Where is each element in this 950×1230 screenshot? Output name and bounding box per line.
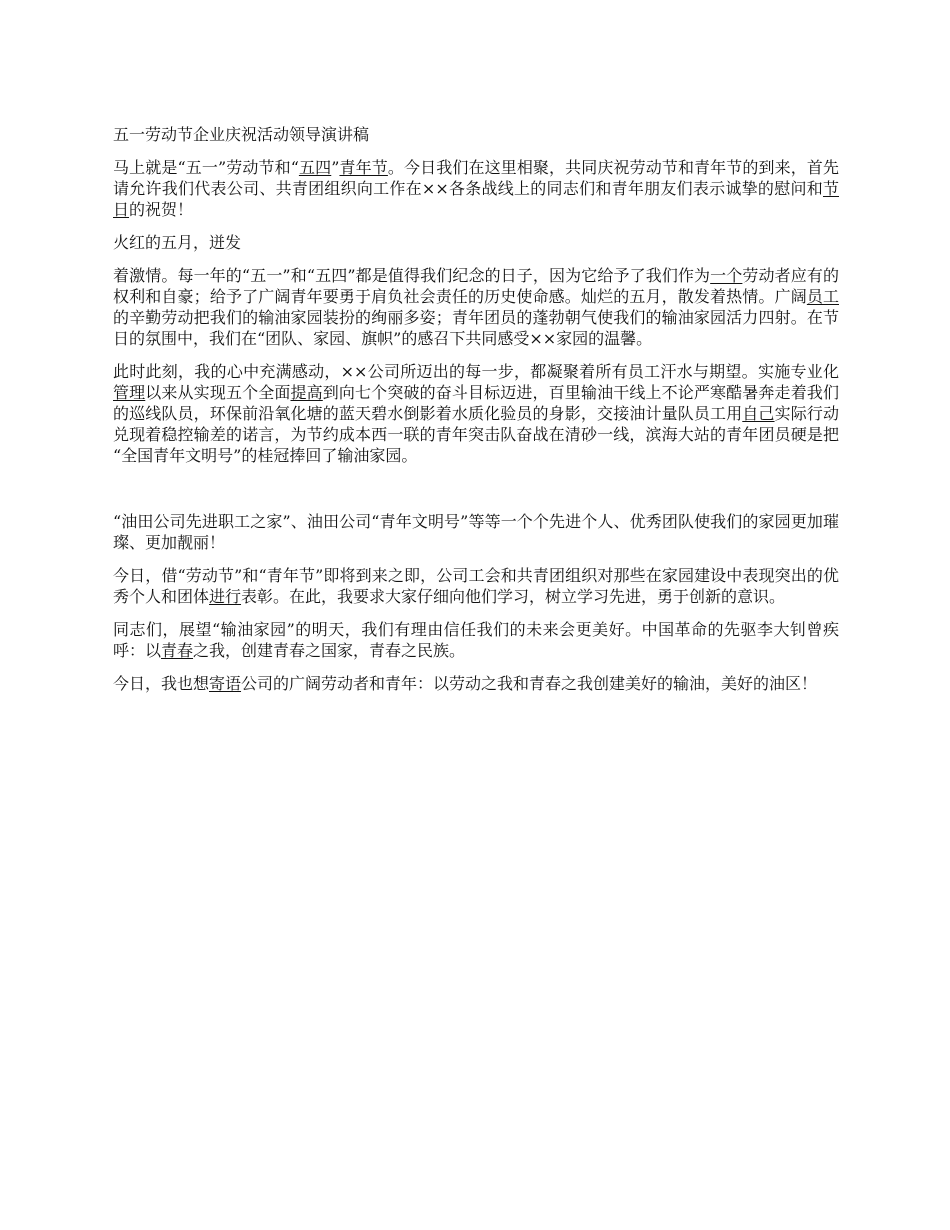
paragraph-closing xyxy=(113,673,839,694)
inline-link[interactable]: 自己 xyxy=(742,404,775,423)
paragraph-text: 同志们，展望“输油家园”的明天，我们有理由信任我们的未来会更美好。中国革命的先驱李大钊曾疾呼：以 xyxy=(113,620,839,660)
inline-link[interactable]: 员工 xyxy=(806,287,839,306)
paragraph-text: 的祝贺！ xyxy=(129,200,194,219)
paragraph-text: 马上就是“五一”劳动节和“ xyxy=(113,158,299,177)
paragraph-text: “油田公司先进职工之家”、油田公司“青年文明号”等等一个个先进个人、优秀团队使我们的家园更加璀璨、更加靓丽！ xyxy=(113,512,839,552)
inline-link[interactable]: 进行 xyxy=(209,587,242,606)
paragraph-greeting xyxy=(113,157,839,220)
paragraph-commendation xyxy=(113,565,839,607)
paragraph-honors xyxy=(113,511,839,553)
paragraph-text: 之我，创建青春之国家，青春之民族。 xyxy=(193,641,466,660)
inline-link[interactable]: 节日 xyxy=(113,179,839,219)
inline-link[interactable]: 五四 xyxy=(298,158,332,177)
paragraph-passion xyxy=(113,265,839,349)
paragraph-may-heading xyxy=(113,232,839,253)
inline-link[interactable]: 青春 xyxy=(161,641,194,660)
paragraph-text: 到向七个突破的奋斗目标迈进，百里输油干线上不论严寒酷暑奔走着我们的巡线队员，环保前沿氧化塘的蓝天碧水倒影着水质化验员的身影，交接油计量队员工用 xyxy=(113,383,839,423)
paragraph-text: 公司的广阔劳动者和青年：以劳动之我和青春之我创建美好的输油，美好的油区！ xyxy=(241,674,818,693)
paragraph-text: ” xyxy=(331,158,340,177)
paragraph-moment xyxy=(113,361,839,466)
document-title: 五一劳动节企业庆祝活动领导演讲稿 xyxy=(113,125,370,144)
inline-link[interactable]: 一个 xyxy=(710,266,743,285)
paragraph-text: 今日，借“劳动节”和“青年节”即将到来之即，公司工会和共青团组织对那些在家园建设中表现突出的优秀个人和团体 xyxy=(113,566,839,606)
paragraph-text: 表彰。在此，我要求大家仔细向他们学习，树立学习先进，勇于创新的意识。 xyxy=(241,587,786,606)
inline-link[interactable]: 青年节 xyxy=(339,158,388,177)
inline-link[interactable]: 寄语 xyxy=(209,674,242,693)
paragraph-text: 以来从实现五个全面 xyxy=(145,383,291,402)
paragraph-text: 。今日我们在这里相聚，共同庆祝劳动节和青年节的到来，首先请允许我们代表公司、共青团组织向工作在××各条战线上的同志们和青年朋友们表示诚挚的慰问和 xyxy=(113,158,839,198)
paragraph-text: 火红的五月，迸发 xyxy=(113,233,242,252)
paragraph-text: 劳动者应有的权利和自豪；给予了广阔青年要勇于肩负社会责任的历史使命感。灿烂的五月，散发着热情。广阔 xyxy=(113,266,839,306)
inline-link[interactable]: 提高 xyxy=(290,383,323,402)
paragraph-text: 此时此刻，我的心中充满感动，××公司所迈出的每一步，都凝聚着所有员工汗水与期望。实施专业化 xyxy=(113,362,839,381)
paragraph-comrades xyxy=(113,619,839,661)
inline-link[interactable]: 管理 xyxy=(113,383,146,402)
document-body xyxy=(113,124,839,706)
paragraph-text: 实际行动兑现着稳控输差的诺言，为节约成本西一联的青年突击队奋战在清砂一线，滨海大站的青年团员硬是把 “全国青年文明号”的桂冠捧回了输油家园。 xyxy=(113,404,839,465)
paragraph-text: 着激情。每一年的“五一”和“五四”都是值得我们纪念的日子，因为它给予了我们作为 xyxy=(113,266,711,285)
paragraph-text: 今日，我也想 xyxy=(113,674,210,693)
paragraph-text: 的辛勤劳动把我们的输油家园装扮的绚丽多姿；青年团员的蓬勃朝气使我们的输油家园活力四射。在节日的氛围中，我们在“团队、家园、旗帜”的感召下共同感受××家园的温馨。 xyxy=(113,308,839,348)
